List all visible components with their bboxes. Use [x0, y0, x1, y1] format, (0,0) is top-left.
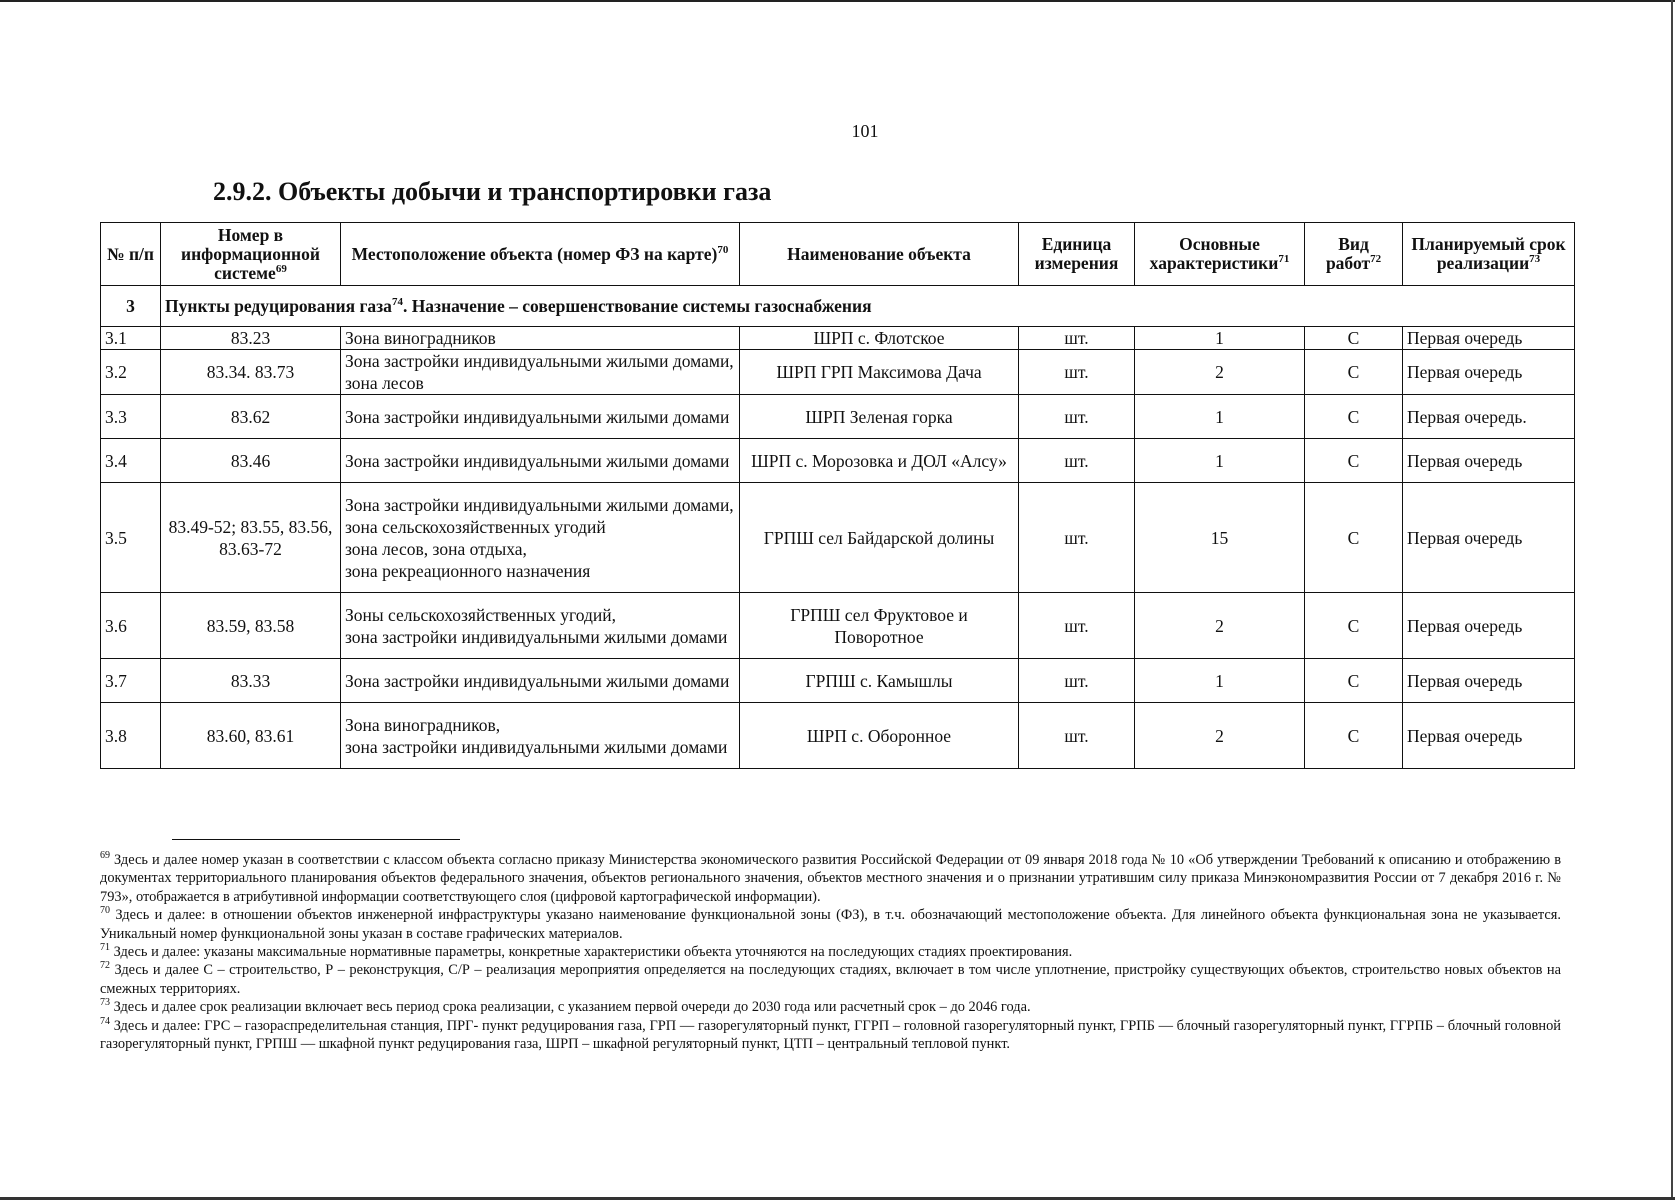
footnote-number: 71: [100, 942, 110, 954]
scan-edge-top: [0, 0, 1675, 2]
row-number: 3.2: [101, 350, 161, 395]
info-system-number: 83.23: [161, 327, 341, 350]
row-number: 3.6: [101, 593, 161, 659]
info-system-number: 83.33: [161, 659, 341, 703]
location-line: зона застройки индивидуальными жилыми домами: [345, 736, 728, 757]
object-location: [341, 395, 740, 439]
footnote-text: Здесь и далее: в отношении объектов инженерной инфраструктуры указано наименование функциональной зоны (ФЗ), в т.ч. обозначающий местоположение объекта. Для линейного объекта функциональная зона не указывается. Уникальный номер функциональной зоны указан в составе графических материалов.: [100, 907, 1561, 942]
header-cell: Номер в информационной системе$^{69}$: [161, 223, 341, 286]
table-header-row: [101, 223, 1575, 286]
main-characteristic: 2: [1135, 350, 1305, 395]
work-type: С: [1305, 703, 1403, 769]
object-name: ГРПШ сел Фруктовое и Поворотное: [740, 593, 1019, 659]
footnote-number: 74: [100, 1015, 110, 1027]
group-title: Пункты редуцирования газа$^{74}$. Назначение – совершенствование системы газоснабжения: [161, 286, 1575, 327]
main-characteristic: 1: [1135, 327, 1305, 350]
object-location: [341, 703, 740, 769]
unit-of-measure: шт.: [1019, 593, 1135, 659]
location-line: Зона виноградников: [345, 328, 496, 348]
footnote-text: Здесь и далее: ГРС – газораспределительная станция, ПРГ- пункт редуцирования газа, ГРП — газорегуляторный пункт, ГГРП – головной газорегуляторный пункт, ГРПБ — блочный газорегуляторный пункт, ГГРПБ – блочный головной газорегуляторный пункт, ГРПШ — шкафной пункт редуцирования газа, ШРП – шкафной регуляторный пункт, ЦТП – центральный тепловой пункт.: [100, 1017, 1561, 1053]
row-number: 3.4: [101, 439, 161, 483]
location-line: зона лесов, зона отдыха,: [345, 538, 527, 559]
object-name: ШРП с. Оборонное: [740, 703, 1019, 769]
implementation-term: Первая очередь: [1403, 439, 1575, 483]
implementation-term: Первая очередь: [1403, 659, 1575, 703]
work-type: С: [1305, 439, 1403, 483]
unit-of-measure: шт.: [1019, 327, 1135, 350]
object-name: ШРП с. Морозовка и ДОЛ «Алсу»: [740, 439, 1019, 483]
object-location: [341, 659, 740, 703]
footnote-number: 69: [100, 850, 110, 862]
footnote: [100, 851, 1561, 906]
info-system-number: 83.46: [161, 439, 341, 483]
header-cell: Единица измерения: [1019, 223, 1135, 286]
implementation-term: Первая очередь: [1403, 327, 1575, 350]
object-name: ШРП Зеленая горка: [740, 395, 1019, 439]
footnote: [100, 998, 1561, 1016]
location-line: Зона застройки индивидуальными жилыми домами,: [345, 494, 734, 515]
footnote-text: Здесь и далее номер указан в соответствии с классом объекта согласно приказу Министерства экономического развития Российской Федерации от 09 января 2018 года № 10 «Об утверждении Требований к описанию и отображению в документах территориального планирования объектов федерального значения, объектов регионального значения, объектов местного значения и о признании утратившим силу приказа Минэкономразвития России от 7 декабря 2016 г. № 793», отображается в атрибутивной информации соответствующего слоя (цифровой картографической информации).: [100, 852, 1561, 905]
table-row: [101, 439, 1575, 483]
row-number: 3.7: [101, 659, 161, 703]
scan-edge-right: [1671, 0, 1673, 1200]
footnote-number: 70: [100, 905, 110, 917]
info-system-number: 83.62: [161, 395, 341, 439]
location-line: зона рекреационного назначения: [345, 560, 591, 581]
implementation-term: Первая очередь: [1403, 483, 1575, 593]
location-line: зона застройки индивидуальными жилыми домами: [345, 626, 728, 647]
object-location: [341, 439, 740, 483]
main-characteristic: 15: [1135, 483, 1305, 593]
header-cell: Вид работ$^{72}$: [1305, 223, 1403, 286]
header-cell: Наименование объекта: [740, 223, 1019, 286]
footnote: [100, 961, 1561, 998]
group-number: 3: [101, 286, 161, 327]
implementation-term: Первая очередь.: [1403, 395, 1575, 439]
unit-of-measure: шт.: [1019, 483, 1135, 593]
footnote-number: 73: [100, 997, 110, 1009]
row-number: 3.8: [101, 703, 161, 769]
info-system-number: 83.59, 83.58: [161, 593, 341, 659]
implementation-term: Первая очередь: [1403, 703, 1575, 769]
table-row: [101, 483, 1575, 593]
object-location: [341, 593, 740, 659]
header-cell: № п/п: [101, 223, 161, 286]
object-location: [341, 350, 740, 395]
footnote-number: 72: [100, 960, 110, 972]
unit-of-measure: шт.: [1019, 439, 1135, 483]
row-number: 3.3: [101, 395, 161, 439]
table-row: [101, 659, 1575, 703]
implementation-term: Первая очередь: [1403, 593, 1575, 659]
footnote: [100, 906, 1561, 943]
footnote-text: Здесь и далее С – строительство, Р – реконструкция, С/Р – реализация мероприятия определяется на последующих стадиях, включает в том числе уплотнение, пристройку существующих объектов, строительство новых объектов на смежных территориях.: [100, 962, 1561, 997]
footnotes: [100, 851, 1561, 1053]
footnote: [100, 1017, 1561, 1054]
location-line: зона сельскохозяйственных угодий: [345, 516, 606, 537]
work-type: С: [1305, 350, 1403, 395]
table-row: [101, 703, 1575, 769]
unit-of-measure: шт.: [1019, 350, 1135, 395]
main-characteristic: 2: [1135, 703, 1305, 769]
location-line: Зона застройки индивидуальными жилыми домами: [345, 406, 730, 427]
info-system-number: 83.49-52; 83.55, 83.56, 83.63-72: [161, 483, 341, 593]
unit-of-measure: шт.: [1019, 703, 1135, 769]
object-name: ШРП ГРП Максимова Дача: [740, 350, 1019, 395]
table-row: [101, 395, 1575, 439]
main-characteristic: 1: [1135, 395, 1305, 439]
work-type: С: [1305, 327, 1403, 350]
object-location: [341, 327, 740, 350]
main-characteristic: 1: [1135, 439, 1305, 483]
main-characteristic: 1: [1135, 659, 1305, 703]
info-system-number: 83.34. 83.73: [161, 350, 341, 395]
table-rows: [101, 327, 1575, 769]
info-system-number: 83.60, 83.61: [161, 703, 341, 769]
work-type: С: [1305, 659, 1403, 703]
table-row: [101, 350, 1575, 395]
implementation-term: Первая очередь: [1403, 350, 1575, 395]
header-cell: Планируемый срок реализации$^{73}$: [1403, 223, 1575, 286]
row-number: 3.5: [101, 483, 161, 593]
object-name: ШРП с. Флотское: [740, 327, 1019, 350]
table-row: [101, 327, 1575, 350]
object-name: ГРПШ с. Камышлы: [740, 659, 1019, 703]
main-characteristic: 2: [1135, 593, 1305, 659]
footnote-text: Здесь и далее: указаны максимальные нормативные параметры, конкретные характеристики объекта уточняются на последующих стадиях проектирования.: [110, 944, 1073, 961]
object-name: ГРПШ сел Байдарской долины: [740, 483, 1019, 593]
work-type: С: [1305, 395, 1403, 439]
location-line: Зона застройки индивидуальными жилыми домами: [345, 670, 730, 691]
table-row: [101, 593, 1575, 659]
location-line: Зона застройки индивидуальными жилыми домами: [345, 450, 730, 471]
gas-objects-table: [100, 222, 1575, 769]
object-location: [341, 483, 740, 593]
footnote-separator: [172, 839, 460, 840]
row-number: 3.1: [101, 327, 161, 350]
unit-of-measure: шт.: [1019, 659, 1135, 703]
header-cell: Местоположение объекта (номер ФЗ на карте)$^{70}$: [341, 223, 740, 286]
work-type: С: [1305, 593, 1403, 659]
footnote-text: Здесь и далее срок реализации включает весь период срока реализации, с указанием первой очереди до 2030 года или расчетный срок – до 2046 года.: [110, 999, 1031, 1016]
group-row: [101, 286, 1575, 327]
header-cell: Основные характеристики$^{71}$: [1135, 223, 1305, 286]
section-title: 2.9.2. Объекты добычи и транспортировки газа: [213, 177, 772, 206]
location-line: Зона виноградников,: [345, 714, 501, 735]
page-number: 101: [851, 121, 879, 141]
unit-of-measure: шт.: [1019, 395, 1135, 439]
footnote: [100, 943, 1561, 961]
location-line: Зона застройки индивидуальными жилыми домами, зона лесов: [345, 351, 734, 393]
work-type: С: [1305, 483, 1403, 593]
location-line: Зоны сельскохозяйственных угодий,: [345, 604, 617, 625]
